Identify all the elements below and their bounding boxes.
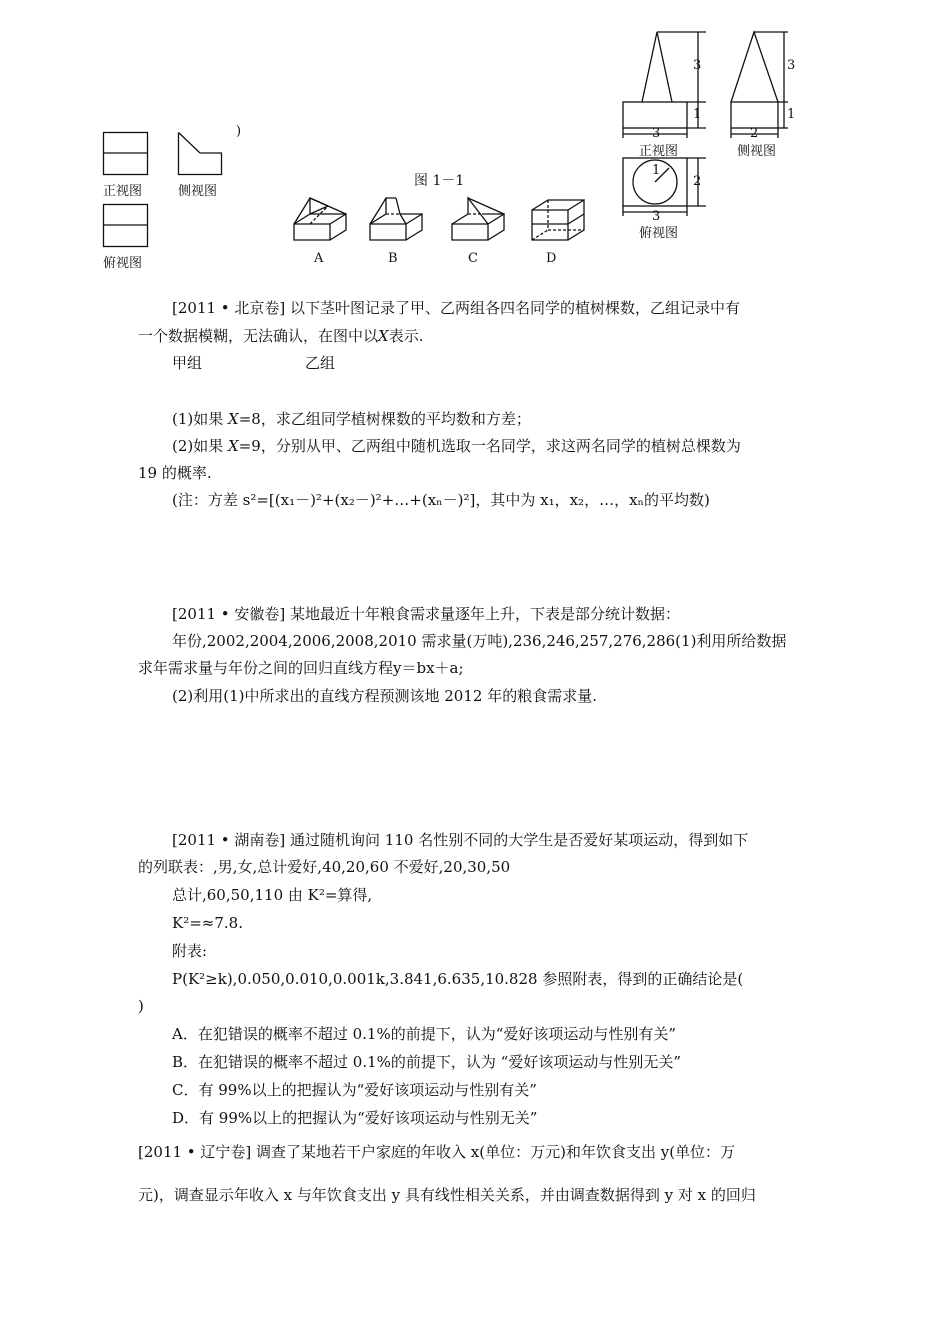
beijing-q1: (1)如果 X=8，求乙组同学植树棵数的平均数和方差； xyxy=(172,410,531,428)
beijing-line2: 一个数据模糊，无法确认，在图中以X表示. xyxy=(138,327,424,345)
right-top-dim-height: 2 xyxy=(693,174,702,189)
option-label-c: C xyxy=(468,251,478,266)
hunan-line3: 总计,60,50,110 由 K²=算得, xyxy=(172,886,373,904)
option-solid-c xyxy=(448,194,510,246)
right-front-dim-top: 3 xyxy=(693,58,702,73)
right-top-dim-width: 3 xyxy=(652,209,661,224)
anhui-line1: [2011 • 安徽卷] 某地最近十年粮食需求量逐年上升，下表是部分统计数据： xyxy=(172,605,681,623)
hunan-line5: 附表: xyxy=(172,942,208,960)
beijing-note: (注：方差 s²=[(x₁－)²+(x₂－)²+…+(xₙ－)²]，其中为 x₁，x₂，…，xₙ的平均数) xyxy=(172,491,710,509)
beijing-group-a: 甲组 xyxy=(172,354,203,372)
option-solid-d xyxy=(528,194,590,246)
anhui-line2: 年份,2002,2004,2006,2008,2010 需求量(万吨),236,246,257,276,286(1)利用所给数据 xyxy=(172,632,787,650)
right-side-dim-width: 2 xyxy=(750,126,759,141)
right-front-view xyxy=(618,30,718,134)
liaoning-line2: 元)，调查显示年收入 x 与年饮食支出 y 具有线性相关关系，并由调查数据得到 y 对 x 的回归 xyxy=(138,1186,756,1204)
beijing-group-b: 乙组 xyxy=(305,354,336,372)
option-solid-a xyxy=(290,194,352,246)
right-top-dim-radius: 1 xyxy=(652,163,661,178)
left-front-view-label: 正视图 xyxy=(103,184,143,199)
right-side-dim-top: 3 xyxy=(787,58,796,73)
left-front-view xyxy=(103,132,151,178)
right-top-view-label: 俯视图 xyxy=(639,226,679,241)
right-side-view-label: 侧视图 xyxy=(737,144,777,159)
hunan-option-b: B．在犯错误的概率不超过 0.1%的前提下，认为 “爱好该项运动与性别无关” xyxy=(172,1053,682,1071)
option-label-b: B xyxy=(388,251,398,266)
left-views-paren: ) xyxy=(236,124,242,139)
option-label-a: A xyxy=(314,251,324,266)
left-top-view-label: 俯视图 xyxy=(103,256,143,271)
hunan-option-c: C．有 99%以上的把握认为“爱好该项运动与性别有关” xyxy=(172,1081,537,1099)
right-top-view xyxy=(618,156,718,216)
option-label-d: D xyxy=(546,251,557,266)
beijing-line1: [2011 • 北京卷] 以下茎叶图记录了甲、乙两组各四名同学的植树棵数，乙组记录中有 xyxy=(172,299,741,317)
liaoning-line1: [2011 • 辽宁卷] 调查了某地若干户家庭的年收入 x(单位：万元)和年饮食支出 y(单位：万 xyxy=(138,1143,736,1161)
beijing-q2: (2)如果 X=9，分别从甲、乙两组中随机选取一名同学，求这两名同学的植树总棵数为 xyxy=(172,437,741,455)
hunan-option-d: D．有 99%以上的把握认为“爱好该项运动与性别无关” xyxy=(172,1109,538,1127)
right-side-dim-bottom: 1 xyxy=(787,107,796,122)
hunan-option-a: A．在犯错误的概率不超过 0.1%的前提下，认为“爱好该项运动与性别有关” xyxy=(172,1025,677,1043)
right-front-view-label: 正视图 xyxy=(639,144,679,159)
left-top-view xyxy=(103,204,151,250)
anhui-line4: (2)利用(1)中所求出的直线方程预测该地 2012 年的粮食需求量. xyxy=(172,687,597,705)
hunan-line1: [2011 • 湖南卷] 通过随机询问 110 名性别不同的大学生是否爱好某项运动，得到如下 xyxy=(172,831,749,849)
right-front-dim-bottom: 1 xyxy=(693,107,702,122)
hunan-line4: K²=≈7.8. xyxy=(172,914,243,932)
option-solid-b xyxy=(366,194,428,246)
hunan-line2: 的列联表：,男,女,总计爱好,40,20,60 不爱好,20,30,50 xyxy=(138,858,511,876)
anhui-line3: 求年需求量与年份之间的回归直线方程y＝bx＋a; xyxy=(138,659,464,677)
hunan-line7: ) xyxy=(138,997,144,1015)
right-front-dim-width: 3 xyxy=(652,126,661,141)
left-side-view xyxy=(178,132,224,178)
figure-caption: 图 1－1 xyxy=(414,173,465,189)
hunan-line6: P(K²≥k),0.050,0.010,0.001k,3.841,6.635,10.828 参照附表，得到的正确结论是( xyxy=(172,970,744,988)
left-side-view-label: 侧视图 xyxy=(178,184,218,199)
beijing-q2-line2: 19 的概率. xyxy=(138,464,212,482)
